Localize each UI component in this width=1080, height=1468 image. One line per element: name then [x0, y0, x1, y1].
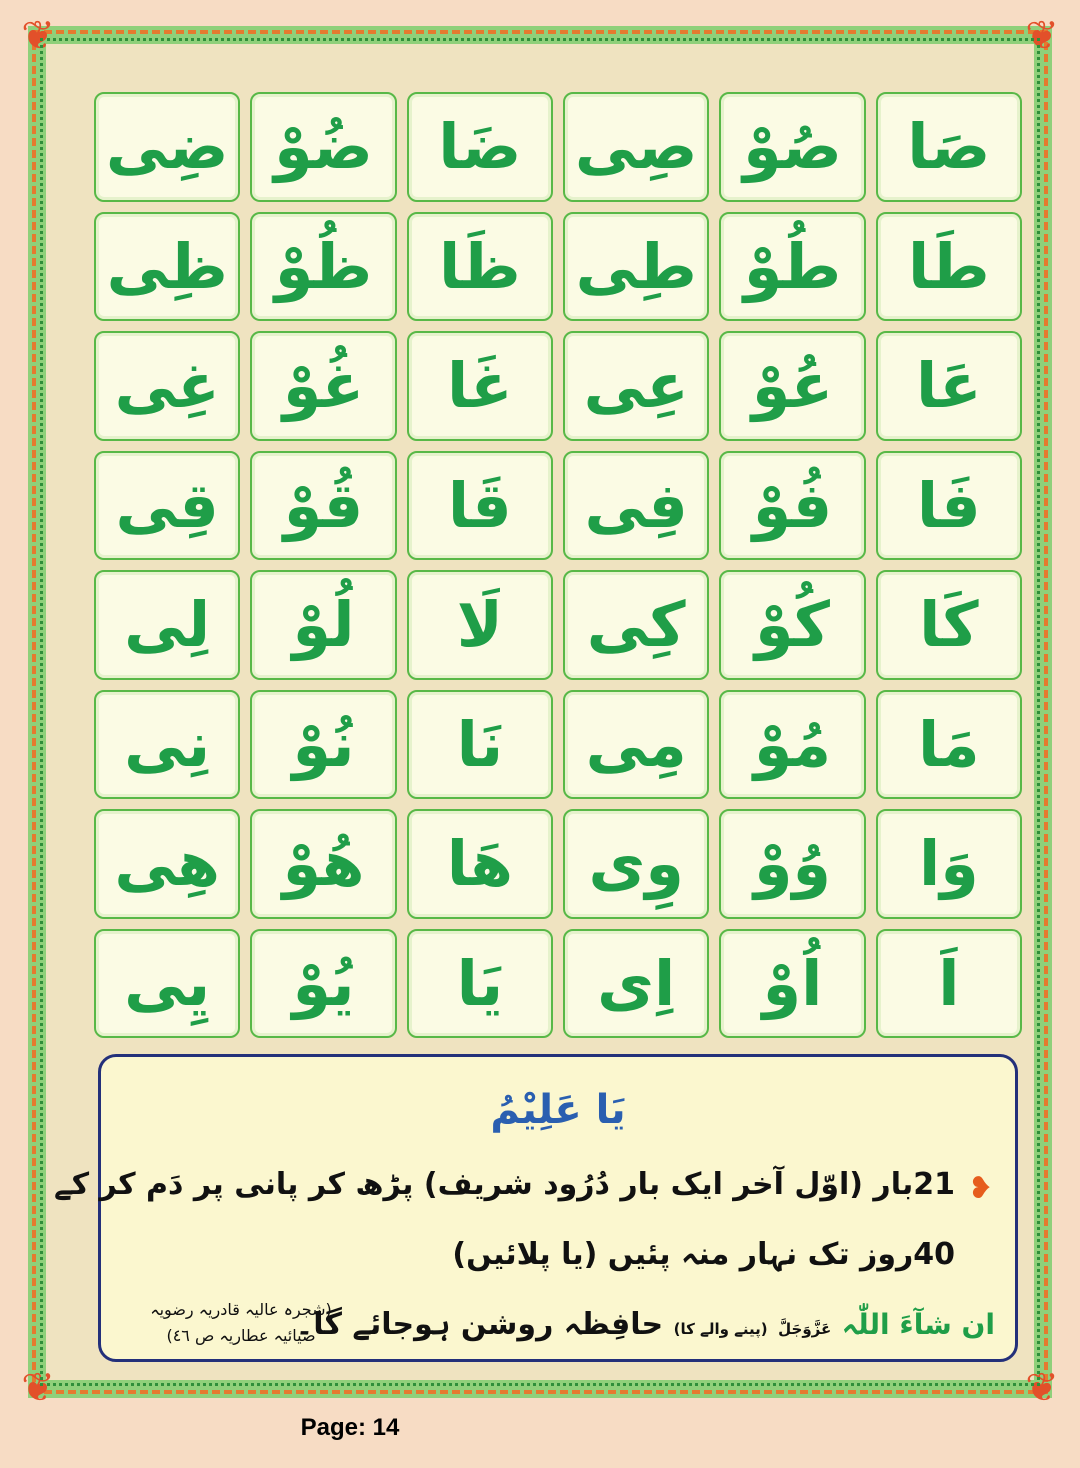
- letter-cell: لَا: [407, 570, 553, 680]
- letter-cell: ضَا: [407, 92, 553, 202]
- result-text: حافِظہ روشن ہوجائے گا۔: [295, 1307, 664, 1342]
- letter-grid: [94, 92, 1022, 1038]
- letter-cell: مَا: [876, 690, 1022, 800]
- letter-cell: غِی: [94, 331, 240, 441]
- letter-cell: ضِی: [94, 92, 240, 202]
- letter-cell: یُوْ: [250, 929, 396, 1039]
- letter-cell: لِی: [94, 570, 240, 680]
- letter-cell: هُوْ: [250, 809, 396, 919]
- source-line-1: (شجرہ عالیہ قادریہ رضویہ: [150, 1300, 332, 1319]
- letter-cell: ظَا: [407, 212, 553, 322]
- drinker-note-text: (پینے والے کا): [673, 1320, 768, 1338]
- insha-allah-text: ان شآءَ اللّٰہ: [841, 1308, 995, 1341]
- letter-cell: ظُوْ: [250, 212, 396, 322]
- letter-cell: نَا: [407, 690, 553, 800]
- letter-cell: غَا: [407, 331, 553, 441]
- letter-cell: کُوْ: [719, 570, 865, 680]
- letter-cell: نُوْ: [250, 690, 396, 800]
- letter-cell: قِی: [94, 451, 240, 561]
- letter-cell: مِی: [563, 690, 709, 800]
- decorative-frame: [21, 13, 1059, 1411]
- panel-title: یَا عَلِیْمُ: [490, 1087, 626, 1133]
- corner-ornament-icon: ❦: [21, 13, 55, 59]
- corner-ornament-icon: ❦: [21, 1365, 55, 1411]
- corner-ornament-icon: ❦: [1025, 13, 1059, 59]
- letter-cell: وَا: [876, 809, 1022, 919]
- source-line-2: ضیائیہ عطاریہ ص ٤٦): [166, 1326, 316, 1345]
- source-reference: [121, 1297, 361, 1349]
- letter-cell: اُوْ: [719, 929, 865, 1039]
- instruction-line-1: 21بار (اوّل آخر ایک بار دُرُود شریف) پڑھ کر پانی پر دَم کر کے: [54, 1167, 955, 1202]
- letter-cell: مُوْ: [719, 690, 865, 800]
- letter-cell: غُوْ: [250, 331, 396, 441]
- letter-cell: اَ: [876, 929, 1022, 1039]
- letter-cell: کِی: [563, 570, 709, 680]
- page-number: Page: 14: [300, 1414, 400, 1441]
- instruction-line-2: 40روز تک نہار منہ پئیں (یا پلائیں): [452, 1237, 955, 1272]
- letter-cell: نِی: [94, 690, 240, 800]
- letter-cell: عُوْ: [719, 331, 865, 441]
- letter-cell: وِی: [563, 809, 709, 919]
- letter-cell: وُوْ: [719, 809, 865, 919]
- corner-ornament-icon: ❦: [1025, 1365, 1059, 1411]
- letter-cell: اِی: [563, 929, 709, 1039]
- letter-cell: فِی: [563, 451, 709, 561]
- info-panel: [54, 1054, 1018, 1362]
- letter-cell: هِی: [94, 809, 240, 919]
- letter-cell: صَا: [876, 92, 1022, 202]
- letter-cell: فَا: [876, 451, 1022, 561]
- letter-cell: کَا: [876, 570, 1022, 680]
- letter-cell: فُوْ: [719, 451, 865, 561]
- letter-cell: صِی: [563, 92, 709, 202]
- letter-cell: صُوْ: [719, 92, 865, 202]
- letter-cell: طَا: [876, 212, 1022, 322]
- letter-cell: عِی: [563, 331, 709, 441]
- letter-cell: قُوْ: [250, 451, 396, 561]
- letter-cell: یِی: [94, 929, 240, 1039]
- letter-cell: طُوْ: [719, 212, 865, 322]
- letter-cell: ضُوْ: [250, 92, 396, 202]
- letter-cell: قَا: [407, 451, 553, 561]
- letter-cell: طِی: [563, 212, 709, 322]
- letter-cell: عَا: [876, 331, 1022, 441]
- azzawajal-text: عَزَّوَجَلَّ: [778, 1320, 832, 1338]
- letter-cell: لُوْ: [250, 570, 396, 680]
- ornament-arrow-icon: ❥: [967, 1171, 993, 1206]
- letter-cell: هَا: [407, 809, 553, 919]
- letter-cell: یَا: [407, 929, 553, 1039]
- letter-cell: ظِی: [94, 212, 240, 322]
